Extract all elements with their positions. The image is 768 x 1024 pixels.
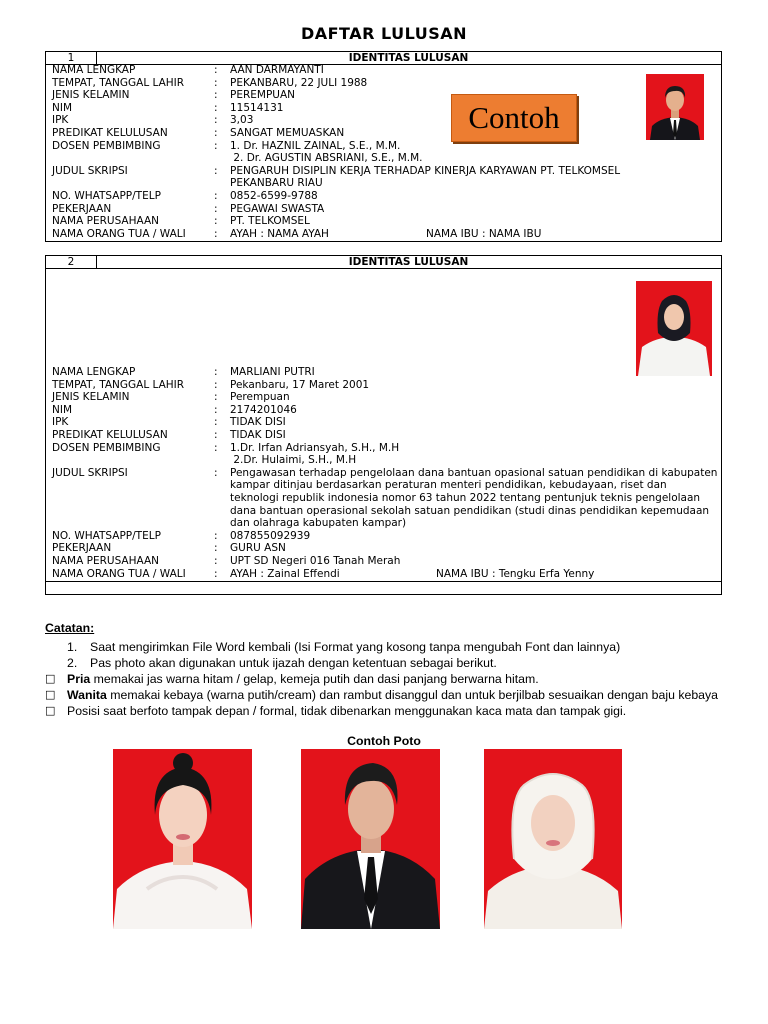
checkbox-icon: □: [45, 704, 56, 717]
field-label: PEKERJAAN: [52, 202, 112, 215]
row-nama: NAMA LENGKAP : MARLIANI PUTRI: [52, 366, 315, 378]
field-value: 1. Dr. HAZNIL ZAINAL, S.E., M.M.: [230, 139, 401, 152]
notes-section: [45, 620, 735, 719]
field-label: PEKERJAAN: [52, 542, 112, 555]
row-judul: JUDUL SKRIPSI : PENGARUH DISIPLIN KERJA TERHADAP KINERJA KARYAWAN PT. TELKOMSEL: [52, 164, 621, 177]
row-ortu: NAMA ORANG TUA / WALI : AYAH : NAMA AYAH NAMA IBU : NAMA IBU: [52, 227, 542, 240]
notes-numbered-list: [45, 639, 735, 671]
field-value: PEKANBARU, 22 JULI 1988: [230, 76, 368, 89]
field-label: TEMPAT, TANGGAL LAHIR: [52, 378, 185, 391]
row-dosen: DOSEN PEMBIMBING : 1.Dr. Irfan Adriansyah, S.H., M.H: [52, 441, 400, 454]
field-value: PEKANBARU RIAU: [230, 177, 323, 190]
field-value: Perempuan: [230, 391, 290, 404]
row-jk: JENIS KELAMIN : Perempuan: [52, 391, 290, 404]
field-label: NO. WHATSAPP/TELP: [52, 189, 161, 202]
field-value: TIDAK DISI: [230, 416, 286, 429]
field-label: JUDUL SKRIPSI: [52, 466, 128, 479]
row-nim: NIM : 2174201046: [52, 403, 297, 416]
notes-bullet-pria: [45, 671, 735, 687]
field-value: 2. Dr. AGUSTIN ABSRIANI, S.E., M.M.: [230, 152, 423, 165]
page-title: DAFTAR LULUSAN: [300, 24, 468, 43]
field-value: TIDAK DISI: [230, 428, 286, 441]
notes-bullet-wanita: [45, 687, 735, 703]
field-label: NIM: [52, 101, 73, 114]
bullet-bold: Pria: [67, 672, 91, 686]
field-value: PEGAWAI SWASTA: [230, 202, 325, 215]
field-label: NO. WHATSAPP/TELP: [52, 529, 161, 542]
bullet-text: Posisi saat berfoto tampak depan / formal, tidak dibenarkan menggunakan kaca mata dan tampak gigi.: [67, 704, 627, 718]
row-pekerjaan: PEKERJAAN : GURU ASN: [52, 542, 286, 555]
field-label: TEMPAT, TANGGAL LAHIR: [52, 76, 185, 89]
field-label: NAMA ORANG TUA / WALI: [52, 567, 186, 580]
field-value: PENGARUH DISIPLIN KERJA TERHADAP KINERJA KARYAWAN PT. TELKOMSEL: [230, 164, 621, 177]
record-header-title: IDENTITAS LULUSAN: [348, 256, 469, 268]
bullet-text: memakai jas warna hitam / gelap, kemeja putih dan dasi panjang berwarna hitam.: [90, 672, 539, 686]
field-value: Pengawasan terhadap pengelolaan dana bantuan opasional satuan pendidikan di kabupaten kampar ditinjau berdasarkan peraturan menteri pendidikan, kebudayaan, riset dan teknologi republik indonesia nomor 63 tahun 2022 tentang pentunjuk teknis pengelolaan dana bantuan operasional sekolah satuan pendidikan (studi dinas pendidikan kepemudaan dan olahraga kabupaten kampar): [230, 466, 718, 530]
field-value: MARLIANI PUTRI: [230, 366, 315, 378]
record-number: 2: [46, 256, 97, 268]
row-judul-2: [52, 177, 620, 190]
row-nim: NIM : 11514131: [52, 101, 284, 114]
field-label: NAMA LENGKAP: [52, 64, 136, 76]
field-label: NAMA PERUSAHAAN: [52, 554, 160, 567]
row-predikat: PREDIKAT KELULUSAN : TIDAK DISI: [52, 428, 286, 441]
row-perusahaan: NAMA PERUSAHAAN : PT. TELKOMSEL: [52, 215, 310, 228]
example-photo-title: Contoh Poto: [347, 734, 421, 748]
graduate-photo-2: [636, 281, 712, 376]
record-number: 1: [46, 52, 97, 64]
row-nama: NAMA LENGKAP : AAN DARMAYANTI: [52, 64, 324, 76]
notes-title: Catatan:: [45, 621, 95, 635]
field-value: 2.Dr. Hulaimi, S.H., M.H: [230, 454, 357, 467]
field-value: 0852-6599-9788: [230, 189, 318, 202]
example-photo-woman-hijab: [484, 749, 622, 929]
field-value: 1.Dr. Irfan Adriansyah, S.H., M.H: [230, 441, 400, 454]
field-label: NAMA PERUSAHAAN: [52, 215, 160, 228]
field-label: PREDIKAT KELULUSAN: [52, 126, 168, 139]
field-value: AYAH : Zainal Effendi: [230, 567, 340, 580]
record-rows: [52, 366, 718, 580]
row-pekerjaan: PEKERJAAN : PEGAWAI SWASTA: [52, 202, 325, 215]
field-value: AAN DARMAYANTI: [230, 64, 324, 76]
example-photo-man-suit: [301, 749, 440, 929]
graduate-photo-1: [646, 74, 704, 140]
example-photo-woman-kebaya: [113, 749, 252, 929]
field-value-ibu: NAMA IBU : NAMA IBU: [426, 227, 542, 240]
row-ipk: IPK : 3,03: [52, 114, 254, 127]
checkbox-icon: □: [45, 688, 56, 701]
field-label: IPK: [52, 114, 69, 127]
row-dosen-2: [52, 152, 620, 165]
field-label: DOSEN PEMBIMBING: [52, 139, 161, 152]
record-rows: [52, 64, 620, 240]
notes-item-text: Saat mengirimkan File Word kembali (Isi Format yang kosong tanpa mengubah Font dan lainnya): [90, 640, 621, 654]
row-ortu: NAMA ORANG TUA / WALI : AYAH : Zainal Effendi NAMA IBU : Tengku Erfa Yenny: [52, 567, 595, 580]
row-dosen: DOSEN PEMBIMBING : 1. Dr. HAZNIL ZAINAL, S.E., M.M.: [52, 139, 401, 152]
row-predikat: PREDIKAT KELULUSAN : SANGAT MEMUASKAN: [52, 126, 345, 139]
record-header-title: IDENTITAS LULUSAN: [348, 52, 469, 64]
checkbox-icon: □: [45, 672, 56, 685]
field-label: NAMA LENGKAP: [52, 366, 136, 378]
row-ipk: IPK : TIDAK DISI: [52, 416, 286, 429]
field-value: UPT SD Negeri 016 Tanah Merah: [230, 554, 401, 567]
field-value: 087855092939: [230, 529, 311, 542]
record-box-2: [45, 255, 722, 595]
bullet-text: memakai kebaya (warna putih/cream) dan rambut disanggul dan untuk berjilbab sesuaikan dengan baju kebaya: [106, 688, 718, 702]
notes-bullet-posisi: [45, 703, 735, 719]
contoh-stamp: Contoh: [451, 94, 577, 142]
notes-item-text: Pas photo akan digunakan untuk ijazah dengan ketentuan sebagai berikut.: [90, 656, 497, 670]
field-value: 2174201046: [230, 403, 297, 416]
field-label: PREDIKAT KELULUSAN: [52, 428, 168, 441]
field-value: SANGAT MEMUASKAN: [230, 126, 345, 139]
row-jk: JENIS KELAMIN : PEREMPUAN: [52, 89, 296, 102]
field-label: NAMA ORANG TUA / WALI: [52, 227, 186, 240]
field-value: PT. TELKOMSEL: [230, 215, 310, 228]
bullet-bold: Wanita: [67, 688, 107, 702]
notes-item-2: 2. Pas photo akan digunakan untuk ijazah dengan ketentuan sebagai berikut.: [67, 656, 497, 670]
field-value: PEREMPUAN: [230, 89, 296, 102]
field-value: AYAH : NAMA AYAH: [230, 227, 329, 240]
field-label: DOSEN PEMBIMBING: [52, 441, 161, 454]
field-label: IPK: [52, 416, 69, 429]
record-header: [46, 256, 721, 269]
field-label: JENIS KELAMIN: [52, 89, 130, 102]
field-label: JUDUL SKRIPSI: [52, 164, 128, 177]
notes-item-1: 1. Saat mengirimkan File Word kembali (Isi Format yang kosong tanpa mengubah Font dan lainnya): [67, 640, 621, 654]
row-judul: JUDUL SKRIPSI : Pengawasan terhadap pengelolaan dana bantuan opasional satuan pendidikan di kabupaten kampar ditinjau berdasarkan peraturan menteri pendidikan, kebudayaan, riset dan teknologi republik indonesia nomor 63 tahun 2022 tentang pentunjuk teknis pengelolaan dana bantuan operasional sekolah satuan pendidikan (studi dinas pendidikan kepemudaan dan olahraga kabupaten kampar): [52, 466, 718, 530]
row-perusahaan: NAMA PERUSAHAAN : UPT SD Negeri 016 Tanah Merah: [52, 554, 401, 567]
field-value-ibu: NAMA IBU : Tengku Erfa Yenny: [436, 567, 595, 580]
field-value: 3,03: [230, 114, 254, 127]
field-label: JENIS KELAMIN: [52, 391, 130, 404]
record-box-1: [45, 51, 722, 242]
row-ttl: TEMPAT, TANGGAL LAHIR : PEKANBARU, 22 JULI 1988: [52, 76, 368, 89]
field-label: NIM: [52, 403, 73, 416]
field-value: Pekanbaru, 17 Maret 2001: [230, 378, 370, 391]
row-wa: NO. WHATSAPP/TELP : 087855092939: [52, 529, 311, 542]
row-ttl: TEMPAT, TANGGAL LAHIR : Pekanbaru, 17 Maret 2001: [52, 378, 370, 391]
row-wa: NO. WHATSAPP/TELP : 0852-6599-9788: [52, 189, 318, 202]
field-value: 11514131: [230, 101, 284, 114]
row-dosen-2: [52, 454, 718, 467]
field-value: GURU ASN: [230, 542, 286, 555]
